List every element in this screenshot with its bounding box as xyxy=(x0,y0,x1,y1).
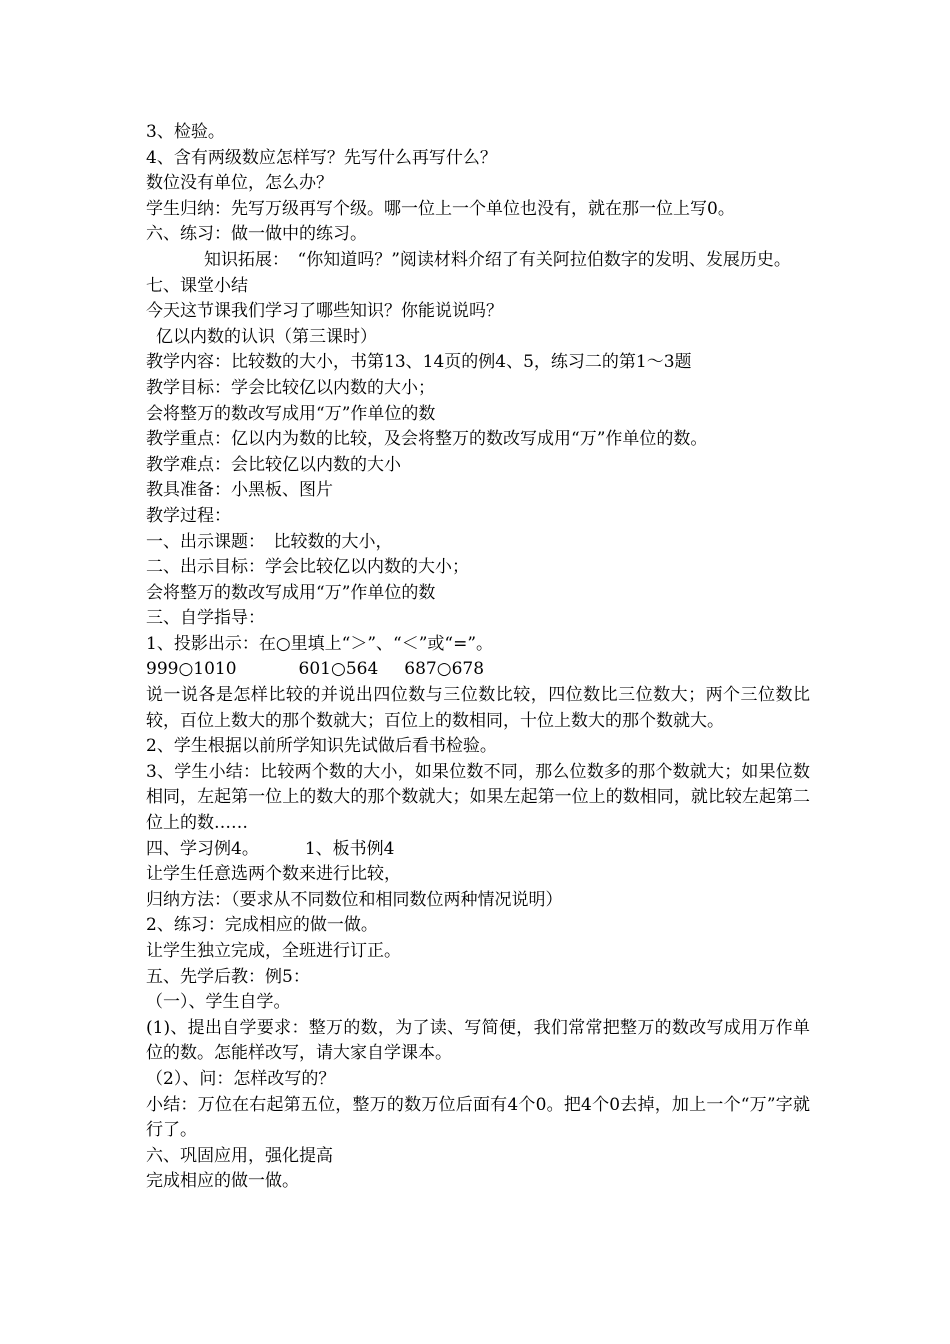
paragraph-summary: 小结：万位在右起第五位，整万的数万位后面有4个0。把4个0去掉，加上一个“万”字就行了。 xyxy=(146,1094,810,1141)
paragraph-student-summary: 3、学生小结：比较两个数的大小，如果位数不同，那么位数多的那个数就大；如果位数相同，左起第一位上的数大的那个数就大；如果左起第一位上的数相同，就比较左起第二位上的数…… xyxy=(146,761,810,834)
text-span: 1、板书例4 xyxy=(304,838,395,859)
text-line: 学生归纳：先写万级再写个级。哪一位上一个单位也没有，就在那一位上写0。 xyxy=(146,198,735,219)
text-line: （一）、学生自学。 xyxy=(146,992,291,1013)
document-page xyxy=(146,120,810,1195)
text-line: 教学难点：会比较亿以内数的大小 xyxy=(146,454,401,475)
lesson-title: 亿以内数的认识（第三课时） xyxy=(156,326,377,347)
text-line: 会将整万的数改写成用“万”作单位的数 xyxy=(146,403,436,424)
text-line: 完成相应的做一做。 xyxy=(146,1171,299,1192)
comparison-item: 687○678 xyxy=(404,659,485,680)
text-line: 六、练习：做一做中的练习。 xyxy=(146,224,367,245)
text-line: 三、自学指导： xyxy=(146,608,265,629)
text-line: 2、学生根据以前所学知识先试做后看书检验。 xyxy=(146,736,497,757)
text-line: 2、练习：完成相应的做一做。 xyxy=(146,915,378,936)
text-line: 数位没有单位，怎么办？ xyxy=(146,173,333,194)
paragraph-explanation: 说一说各是怎样比较的并说出四位数与三位数比较，四位数比三位数大；两个三位数比较，百位上数大的那个数就大；百位上的数相同，十位上数大的那个数就大。 xyxy=(146,685,810,731)
text-line: 教学目标：学会比较亿以内数的大小； xyxy=(146,377,435,398)
paragraph-knowledge-extension: 知识拓展： “你知道吗？”阅读材料介绍了有关阿拉伯数字的发明、发展历史。 xyxy=(204,249,791,270)
text-line: 3、检验。 xyxy=(146,122,225,142)
text-line: （2）、问：怎样改写的？ xyxy=(146,1068,336,1089)
text-line: 4、含有两级数应怎样写？先写什么再写什么？ xyxy=(146,147,497,168)
section-heading: 七、课堂小结 xyxy=(146,275,248,296)
text-line: 会将整万的数改写成用“万”作单位的数 xyxy=(146,582,436,603)
text-line: 让学生独立完成，全班进行订正。 xyxy=(146,941,401,961)
text-line: 归纳方法：（要求从不同数位和相同数位两种情况说明） xyxy=(146,889,563,910)
text-line: 今天这节课我们学习了哪些知识？你能说说吗？ xyxy=(146,301,503,322)
text-line: 二、出示目标：学会比较亿以内数的大小； xyxy=(146,557,469,578)
text-line: 一、出示课题： 比较数的大小， xyxy=(146,531,393,552)
text-line: 教具准备：小黑板、图片 xyxy=(146,480,333,501)
section-heading: 四、学习例4。 xyxy=(146,838,259,859)
text-line: 教学内容：比较数的大小，书第13、14页的例4、5，练习二的第1～3题 xyxy=(146,352,692,373)
comparison-item: 999○1010 xyxy=(146,659,237,680)
text-line: 五、先学后教：例5： xyxy=(146,966,310,987)
paragraph-self-study: (1)、提出自学要求：整万的数，为了读、写简便，我们常常把整万的数改写成用万作单位的数。怎能样改写，请大家自学课本。 xyxy=(146,1017,810,1064)
text-line xyxy=(146,837,810,863)
text-line: 让学生任意选两个数来进行比较， xyxy=(146,864,401,885)
text-line: 六、巩固应用，强化提高 xyxy=(146,1145,333,1166)
comparison-item: 601○564 xyxy=(298,659,379,680)
comparison-exercise-row xyxy=(146,657,810,683)
text-line: 教学过程： xyxy=(146,505,231,526)
text-line: 1、投影出示：在○里填上“＞”、“＜”或“=”。 xyxy=(146,633,494,654)
text-line: 教学重点：亿以内为数的比较，及会将整万的数改写成用“万”作单位的数。 xyxy=(146,429,708,450)
